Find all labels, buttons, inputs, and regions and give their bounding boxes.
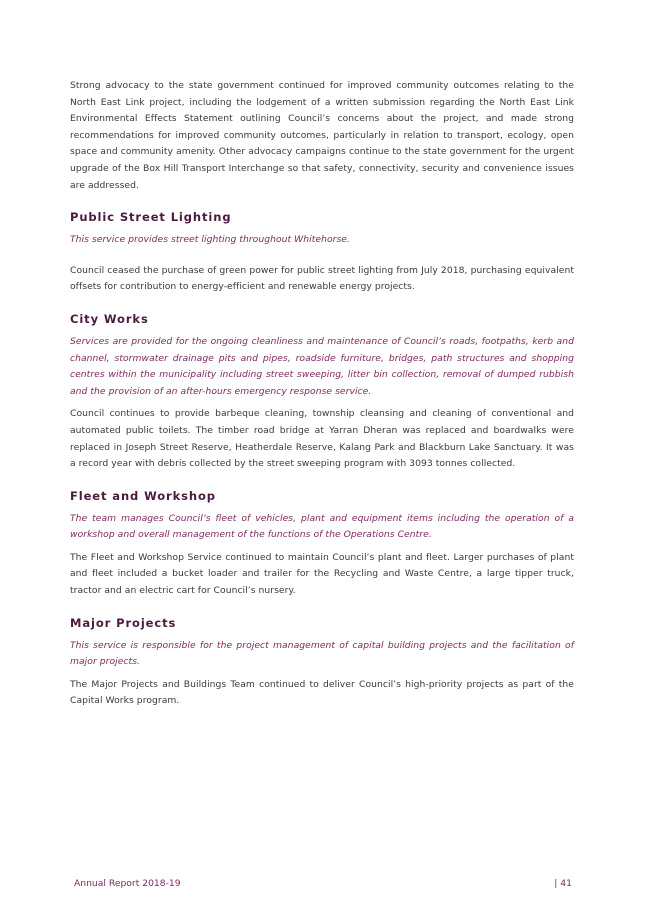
section-heading: Public Street Lighting — [70, 210, 232, 225]
section-intro: Services are provided for the ongoing cleanliness and maintenance of Council’s roads, footpaths, kerb and channel, stormwater drainage pits and pipes, roadside furniture, bridges, path structures and shopping centres within the municipality including street sweeping, litter bin collection, removal of dumped rubbish and the provision of an after-hours emergency response service. — [70, 335, 574, 397]
section-major-projects — [70, 616, 574, 710]
page-content — [70, 78, 574, 724]
section-city-works — [70, 312, 574, 473]
section-heading: Fleet and Workshop — [70, 488, 216, 503]
intro-paragraph: Strong advocacy to the state government continued for improved community outcomes relating to the North East Link project, including the lodgement of a written submission regarding the North East Link Environmental Effects Statement outlining Council’s concerns about the project, and made strong recommendations for improved community outcomes, particularly in relation to transport, ecology, open space and community amenity. Other advocacy campaigns continue to the state government for the urgent upgrade of the Box Hill Transport Interchange so that safety, connectivity, security and convenience issues are addressed. — [70, 80, 574, 191]
section-body: The Major Projects and Buildings Team continued to deliver Council’s high-priority projects as part of the Capital Works program. — [70, 678, 574, 707]
section-heading: Major Projects — [70, 615, 177, 630]
section-body: The Fleet and Workshop Service continued to maintain Council’s plant and fleet. Larger purchases of plant and fleet included a bucket loader and trailer for the Recycling and Waste Centre, a large tipper truck, tractor and an electric cart for Council’s nursery. — [70, 551, 574, 597]
section-body: Council continues to provide barbeque cleaning, township cleansing and cleaning of conventional and automated public toilets. The timber road bridge at Yarran Dheran was replaced and boardwalks were replaced in Joseph Street Reserve, Heatherdale Reserve, Kalang Park and Blackburn Lake Sanctuary. It was a record year with debris collected by the street sweeping program with 3093 tonnes collected. — [70, 408, 574, 470]
section-intro: This service provides street lighting throughout Whitehorse. — [70, 234, 350, 246]
footer-report-title: Annual Report 2018-19 — [74, 878, 181, 889]
section-fleet-and-workshop — [70, 489, 574, 600]
footer-page-number: | 41 — [554, 878, 572, 889]
section-intro: The team manages Council’s fleet of vehicles, plant and equipment items including the operation of a workshop and overall management of the functions of the Operations Centre. — [70, 512, 574, 541]
section-heading: City Works — [70, 311, 149, 326]
section-public-street-lighting — [70, 210, 574, 296]
section-body: Council ceased the purchase of green power for public street lighting from July 2018, purchasing equivalent offsets for contribution to energy-efficient and renewable energy projects. — [70, 264, 574, 293]
section-intro: This service is responsible for the project management of capital building projects and the facilitation of major projects. — [70, 639, 574, 668]
